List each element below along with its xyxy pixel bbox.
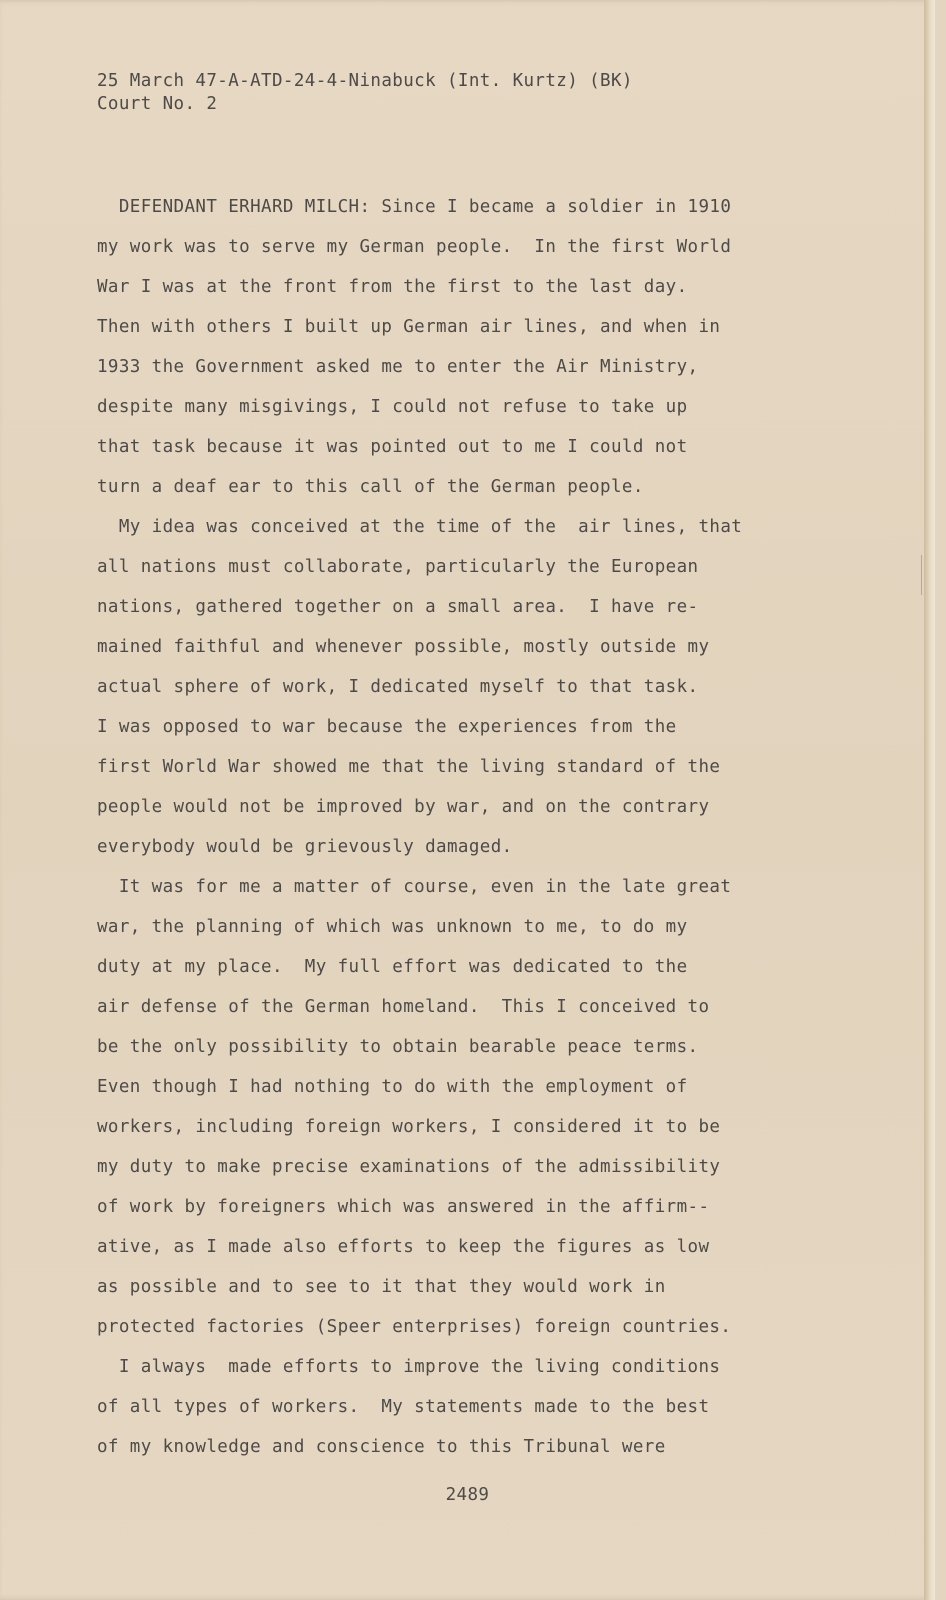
header-date-line: 25 March 47-A-ATD-24-4-Ninabuck (Int. Kurtz) (BK)	[97, 71, 633, 91]
text-line: of work by foreigners which was answered in the affirm--	[97, 1197, 710, 1217]
page-edge	[924, 0, 935, 1600]
text-line: protected factories (Speer enterprises) foreign countries.	[97, 1317, 732, 1337]
text-line: war, the planning of which was unknown to me, to do my	[97, 917, 688, 937]
page-number: 2489	[445, 1485, 490, 1505]
text-line: Then with others I built up German air lines, and when in	[97, 317, 721, 337]
text-line: Even though I had nothing to do with the employment of	[97, 1077, 688, 1097]
header-court-line: Court No. 2	[97, 94, 218, 114]
paper-mark	[921, 555, 922, 595]
text-line: despite many misgivings, I could not refuse to take up	[97, 397, 688, 417]
text-line: DEFENDANT ERHARD MILCH: Since I became a soldier in 1910	[97, 197, 732, 217]
text-line: I was opposed to war because the experiences from the	[97, 717, 677, 737]
text-line: mained faithful and whenever possible, mostly outside my	[97, 637, 710, 657]
text-line: My idea was conceived at the time of the air lines, that	[97, 517, 743, 537]
text-line: turn a deaf ear to this call of the German people.	[97, 477, 644, 497]
text-line: duty at my place. My full effort was dedicated to the	[97, 957, 688, 977]
text-line: It was for me a matter of course, even in the late great	[97, 877, 732, 897]
text-line: 1933 the Government asked me to enter the Air Ministry,	[97, 357, 699, 377]
text-line: air defense of the German homeland. This I conceived to	[97, 997, 710, 1017]
text-line: be the only possibility to obtain bearable peace terms.	[97, 1037, 699, 1057]
text-line: nations, gathered together on a small area. I have re-	[97, 597, 699, 617]
text-line: first World War showed me that the living standard of the	[97, 757, 721, 777]
text-line: of all types of workers. My statements made to the best	[97, 1397, 710, 1417]
testimony-body	[97, 187, 827, 1467]
text-line: actual sphere of work, I dedicated myself to that task.	[97, 677, 699, 697]
text-line: War I was at the front from the first to the last day.	[97, 277, 688, 297]
text-line: that task because it was pointed out to me I could not	[97, 437, 688, 457]
document-header	[97, 70, 633, 116]
text-line: workers, including foreign workers, I considered it to be	[97, 1117, 721, 1137]
text-line: ative, as I made also efforts to keep the figures as low	[97, 1237, 710, 1257]
text-line: people would not be improved by war, and on the contrary	[97, 797, 710, 817]
text-line: everybody would be grievously damaged.	[97, 837, 513, 857]
text-line: my work was to serve my German people. In the first World	[97, 237, 732, 257]
text-line: all nations must collaborate, particularly the European	[97, 557, 699, 577]
text-line: of my knowledge and conscience to this Tribunal were	[97, 1437, 666, 1457]
text-line: I always made efforts to improve the living conditions	[97, 1357, 721, 1377]
text-line: as possible and to see to it that they would work in	[97, 1277, 666, 1297]
text-line: my duty to make precise examinations of the admissibility	[97, 1157, 721, 1177]
